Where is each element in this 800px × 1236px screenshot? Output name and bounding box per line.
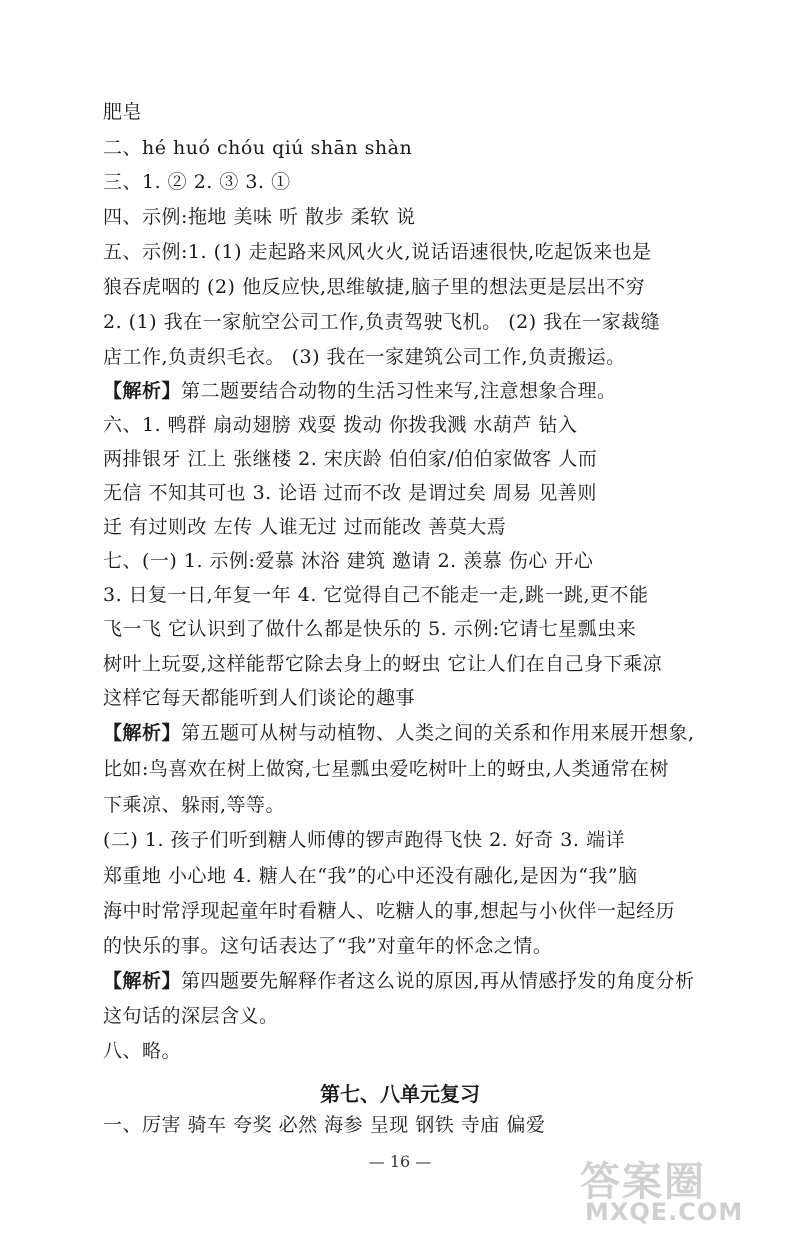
- line-text: 这句话的深层含义。: [103, 1005, 279, 1027]
- line-text: 七、(一) 1. 示例:爱慕 沐浴 建筑 邀请 2. 羡慕 伤心 开心: [103, 550, 594, 572]
- analysis-line: [103, 379, 703, 403]
- line-text: 六、1. 鸭群 扇动翅膀 戏耍 拨动 你拨我溅 水葫芦 钻入: [103, 414, 578, 436]
- watermark-logo: [580, 1150, 790, 1230]
- answer-line: [103, 583, 703, 607]
- section-heading: 第七、八单元复习: [320, 1082, 480, 1106]
- answer-line: [103, 549, 703, 573]
- answer-line: [103, 447, 703, 471]
- vocab-line: 一、厉害 骑车 夸奖 必然 海参 呈现 钢铁 寺庙 偏爱: [103, 1114, 546, 1136]
- answer-line: [103, 310, 703, 334]
- line-text: 2. (1) 我在一家航空公司工作,负责驾驶飞机。 (2) 我在一家裁缝: [103, 311, 661, 333]
- line-text: 四、示例:拖地 美味 听 散步 柔软 说: [103, 206, 416, 228]
- answer-line: [103, 617, 703, 641]
- line-text: 树叶上玩耍,这样能帮它除去身上的蚜虫 它让人们在自己身下乘凉: [103, 653, 663, 675]
- answer-line: [103, 828, 703, 852]
- line-text: 二、hé huó chóu qiú shān shàn: [103, 137, 413, 159]
- answer-line: [103, 515, 703, 539]
- line-text: 3. 日复一日,年复一年 4. 它觉得自己不能走一走,跳一跳,更不能: [103, 584, 649, 606]
- line-text: 狼吞虎咽的 (2) 他反应快,思维敏捷,脑子里的想法更是层出不穷: [103, 276, 646, 298]
- line-text: 迁 有过则改 左传 人谁无过 过而能改 善莫大焉: [103, 516, 507, 538]
- answer-line: [103, 240, 703, 264]
- line-text: 三、1. ② 2. ③ 3. ①: [103, 171, 291, 193]
- answer-line: [103, 413, 703, 437]
- answer-line: [103, 481, 703, 505]
- analysis-line: [103, 969, 703, 993]
- line-text: 肥皂: [103, 101, 143, 123]
- line-text: 店工作,负责织毛衣。 (3) 我在一家建筑公司工作,负责搬运。: [103, 346, 626, 368]
- analysis-tag: 【解析】: [103, 722, 182, 744]
- answer-line: [103, 757, 703, 781]
- line-text: 两排银牙 江上 张继楼 2. 宋庆龄 伯伯家/伯伯家做客 人而: [103, 448, 598, 470]
- watermark-logo-text: 答案圈: [580, 1159, 706, 1205]
- analysis-tag: 【解析】: [103, 970, 182, 992]
- line-text: 第五题可从树与动植物、人类之间的关系和作用来展开想象,: [181, 722, 695, 744]
- answer-line: [103, 345, 703, 369]
- line-text: 这样它每天都能听到人们谈论的趣事: [103, 687, 416, 709]
- analysis-line: [103, 721, 703, 745]
- line-text: 的快乐的事。这句话表达了“我”对童年的怀念之情。: [103, 935, 553, 957]
- line-text: 第四题要先解释作者这么说的原因,再从情感抒发的角度分析: [181, 970, 695, 992]
- answer-line: [103, 205, 703, 229]
- answer-line: [103, 1039, 703, 1063]
- line-text: 飞一飞 它认识到了做什么都是快乐的 5. 示例:它请七星瓢虫来: [103, 618, 637, 640]
- line-text: 无信 不知其可也 3. 论语 过而不改 是谓过矣 周易 见善则: [103, 482, 597, 504]
- answer-line: [103, 864, 703, 888]
- answer-line: [103, 136, 703, 160]
- line-text: 下乘凉、躲雨,等等。: [103, 794, 286, 816]
- page-number: — 16 —: [368, 1152, 432, 1171]
- line-text: 海中时常浮现起童年时看糖人、吃糖人的事,想起与小伙伴一起经历: [103, 900, 676, 922]
- answer-line: [103, 100, 703, 124]
- watermark-site-text: MXQE.COM: [585, 1198, 744, 1226]
- line-text: (二) 1. 孩子们听到糖人师傅的锣声跑得飞快 2. 好奇 3. 端详: [103, 829, 625, 851]
- analysis-tag: 【解析】: [103, 380, 182, 402]
- line-text: 八、略。: [103, 1040, 182, 1062]
- line-text: 郑重地 小心地 4. 糖人在“我”的心中还没有融化,是因为“我”脑: [103, 865, 638, 887]
- line-text: 五、示例:1. (1) 走起路来风风火火,说话语速很快,吃起饭来也是: [103, 241, 652, 263]
- answer-line: [103, 275, 703, 299]
- answer-line: [103, 899, 703, 923]
- answer-line: [103, 170, 703, 194]
- answer-line: [103, 1004, 703, 1028]
- line-text: 第二题要结合动物的生活习性来写,注意想象合理。: [181, 380, 617, 402]
- line-text: 比如:鸟喜欢在树上做窝,七星瓢虫爱吃树叶上的蚜虫,人类通常在树: [103, 758, 669, 780]
- answer-line: [103, 793, 703, 817]
- answer-line: [103, 686, 703, 710]
- answer-line: [103, 934, 703, 958]
- answer-line: [103, 652, 703, 676]
